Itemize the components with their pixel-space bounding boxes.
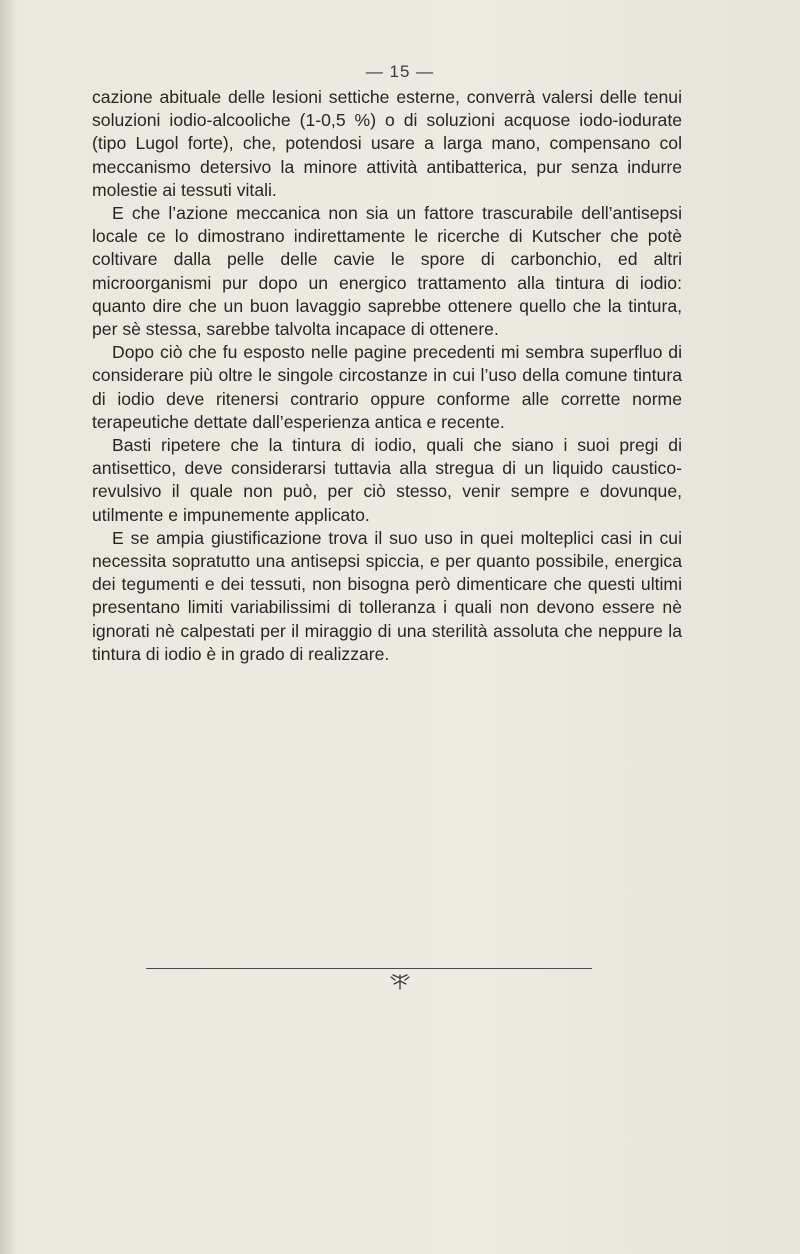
paragraph-1: cazione abituale delle lesioni settiche esterne, converrà valersi delle tenui soluzioni iodio-alcooliche (1-0,5 %) o di soluzioni acquose iodo-iodurate (tipo Lugol forte), che, potendosi usare a larga mano, compensano col meccanismo detersivo la minore attività antibatterica, pur senza indurre molestie ai tessuti vitali. xyxy=(92,87,682,200)
printer-flourish-icon xyxy=(380,972,420,992)
section-divider-rule xyxy=(146,968,592,969)
paragraph-3: Dopo ciò che fu esposto nelle pagine precedenti mi sembra superfluo di considerare più oltre le singole circostanze in cui l’uso della comune tintura di iodio deve ritenersi contrario oppure conforme alle corrette norme terapeutiche dettate dall’esperienza antica e recente. xyxy=(92,342,682,432)
paragraph-5: E se ampia giustificazione trova il suo uso in quei molteplici casi in cui necessita sopratutto una antisepsi spiccia, e per quanto possibile, energica dei tegumenti e dei tessuti, non bisogna però dimenticare che questi ultimi presentano limiti variabilissimi di tolleranza i quali non devono essere nè ignorati nè calpestati per il miraggio di una sterilità assoluta che neppure la tintura di iodio è in grado di realizzare. xyxy=(92,527,682,664)
binding-shadow xyxy=(0,0,14,1254)
paragraph-2: E che l’azione meccanica non sia un fattore trascurabile dell’antisepsi locale ce lo dimostrano indirettamente le ricerche di Kutscher che potè coltivare dalla pelle delle cavie le spore di carbonchio, ed altri microorganismi pur dopo un energico trattamento alla tintura di iodio: quanto dire che un buon lavaggio saprebbe ottenere quello che la tintura, per sè stessa, sarebbe talvolta incapace di ottenere. xyxy=(92,203,682,340)
body-text xyxy=(92,86,682,666)
paragraph-4: Basti ripetere che la tintura di iodio, quali che siano i suoi pregi di antisettico, deve considerarsi tuttavia alla stregua di un liquido caustico-revulsivo il quale non può, per ciò stesso, venir sempre e dovunque, utilmente e impunemente applicato. xyxy=(92,435,682,525)
page-number: — 15 — xyxy=(365,62,435,81)
